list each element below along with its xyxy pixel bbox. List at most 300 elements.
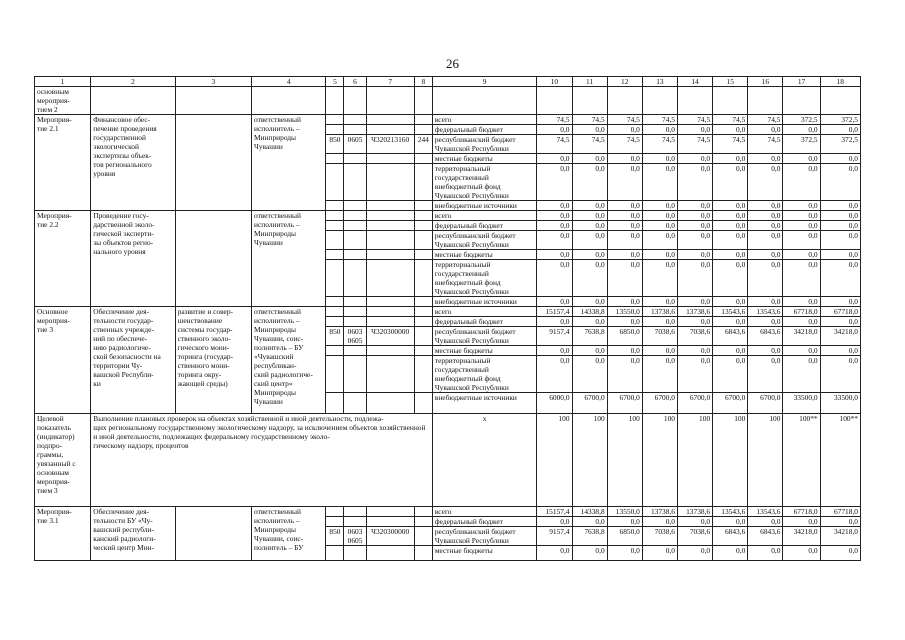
value-cell: 100 [677, 414, 712, 507]
empty-cell [326, 317, 344, 327]
value-cell: 0,0 [713, 221, 748, 231]
value-cell: 0,0 [607, 356, 642, 393]
value-cell: 0,0 [607, 231, 642, 250]
column-number: 12 [607, 77, 642, 87]
value-cell: 6700,0 [713, 393, 748, 414]
value-cell: 6843,6 [713, 527, 748, 546]
table-body [35, 77, 861, 561]
value-cell: 372,5 [820, 135, 860, 154]
value-cell: 74,5 [677, 135, 712, 154]
value-cell: 14338,8 [572, 307, 607, 317]
empty-cell [572, 87, 607, 115]
value-cell: 0,0 [572, 517, 607, 527]
value-cell: 0,0 [537, 297, 572, 307]
empty-cell [344, 393, 366, 414]
value-cell: 0,0 [783, 546, 820, 561]
empty-cell [783, 87, 820, 115]
value-cell: 74,5 [537, 115, 572, 125]
empty-cell [326, 507, 344, 517]
value-cell: 13543,6 [748, 507, 783, 517]
column-number: 10 [537, 77, 572, 87]
header-row [35, 77, 861, 87]
empty-cell [326, 87, 344, 115]
indicator-text: Выполнение плановых проверок на объектах хозяйственной и иной деятельности, подлежа- щих региональному государственному экологическому надзору, за исключением объектов хозяйственной и иной деятельности, подлежащих федеральному государственному эколо- гическому надзору, процентов [91, 414, 433, 507]
value-cell: 7038,6 [642, 527, 677, 546]
value-cell: 74,5 [748, 115, 783, 125]
table-row [35, 507, 861, 517]
event-goal: развитие и совер- шенствование системы государ- ственного эколо- гического мони- торинга (государ- ственного мони- торинга окру- жающей среды) [175, 307, 251, 414]
value-cell: 74,5 [713, 115, 748, 125]
empty-cell [677, 87, 712, 115]
value-cell: 0,0 [572, 260, 607, 297]
column-number: 14 [677, 77, 712, 87]
budget-code: 0603 0605 [344, 327, 366, 346]
value-cell: 0,0 [748, 201, 783, 211]
empty-cell [326, 307, 344, 317]
value-cell: 0,0 [820, 231, 860, 250]
empty-cell [366, 250, 414, 260]
value-cell: 74,5 [607, 115, 642, 125]
empty-cell [344, 507, 366, 517]
funding-source: федеральный бюджет [432, 317, 537, 327]
value-cell: 74,5 [642, 135, 677, 154]
event-name: Обеспечение дея- тельности БУ «Чу- вашский республи- канский радиологи- ческий центр Мин- [91, 507, 175, 561]
empty-cell [326, 297, 344, 307]
empty-cell [366, 221, 414, 231]
empty-cell [366, 356, 414, 393]
value-cell: 34218,0 [783, 527, 820, 546]
value-cell: 0,0 [642, 231, 677, 250]
value-cell: 13543,6 [748, 307, 783, 317]
value-cell: 15157,4 [537, 507, 572, 517]
intro-row [35, 87, 861, 115]
value-cell: 0,0 [572, 231, 607, 250]
funding-source: местные бюджеты [432, 250, 537, 260]
empty-cell [414, 221, 432, 231]
value-cell: 0,0 [537, 164, 572, 201]
budget-code: 0605 [344, 135, 366, 154]
empty-cell [366, 115, 414, 125]
value-cell: 0,0 [642, 250, 677, 260]
value-cell: 0,0 [537, 517, 572, 527]
funding-source: федеральный бюджет [432, 221, 537, 231]
value-cell: 33500,0 [783, 393, 820, 414]
value-cell: 0,0 [642, 211, 677, 221]
value-cell: 0,0 [713, 546, 748, 561]
table-row [35, 211, 861, 221]
value-cell: 13550,0 [607, 507, 642, 517]
funding-source: республиканский бюджет Чувашской Республики [432, 135, 537, 154]
value-cell: 0,0 [607, 154, 642, 164]
value-cell: 34218,0 [783, 327, 820, 346]
value-cell: 0,0 [783, 250, 820, 260]
value-cell: 0,0 [677, 250, 712, 260]
budget-code: 850 [326, 135, 344, 154]
table-row [35, 307, 861, 317]
value-cell: 6700,0 [572, 393, 607, 414]
value-cell: 67718,0 [820, 307, 860, 317]
value-cell: 0,0 [713, 517, 748, 527]
empty-cell [414, 356, 432, 393]
value-cell: 0,0 [783, 297, 820, 307]
value-cell: 0,0 [607, 221, 642, 231]
empty-cell [414, 507, 432, 517]
empty-cell [326, 517, 344, 527]
budget-code: Ч320300000 [366, 327, 414, 346]
value-cell: 0,0 [783, 231, 820, 250]
empty-cell [414, 307, 432, 317]
value-cell: 6843,6 [713, 327, 748, 346]
value-cell: 6850,0 [607, 527, 642, 546]
empty-cell [326, 393, 344, 414]
value-cell: 0,0 [677, 164, 712, 201]
value-cell: 0,0 [820, 211, 860, 221]
empty-cell [414, 297, 432, 307]
value-cell: 0,0 [820, 164, 860, 201]
empty-cell [414, 546, 432, 561]
budget-code [414, 327, 432, 346]
value-cell: 0,0 [748, 125, 783, 135]
empty-cell [414, 211, 432, 221]
value-cell: 100 [713, 414, 748, 507]
value-cell: 0,0 [748, 356, 783, 393]
budget-code: Ч320300000 [366, 527, 414, 546]
value-cell: 0,0 [820, 154, 860, 164]
value-cell: 6700,0 [642, 393, 677, 414]
empty-cell [366, 164, 414, 201]
value-cell: 13550,0 [607, 307, 642, 317]
value-cell: 7638,8 [572, 527, 607, 546]
value-cell: 0,0 [642, 546, 677, 561]
value-cell: 74,5 [607, 135, 642, 154]
empty-cell [344, 211, 366, 221]
value-cell: 6700,0 [677, 393, 712, 414]
value-cell: 372,5 [783, 135, 820, 154]
value-cell: 0,0 [537, 250, 572, 260]
empty-cell [414, 154, 432, 164]
value-cell: 0,0 [820, 517, 860, 527]
empty-cell [414, 250, 432, 260]
empty-cell [344, 346, 366, 356]
value-cell: 100 [607, 414, 642, 507]
value-cell: 0,0 [713, 260, 748, 297]
empty-cell [366, 297, 414, 307]
value-cell: 0,0 [748, 317, 783, 327]
empty-cell [366, 517, 414, 527]
empty-cell [344, 164, 366, 201]
value-cell: 0,0 [607, 164, 642, 201]
value-cell: 0,0 [537, 201, 572, 211]
value-cell: 0,0 [642, 221, 677, 231]
value-cell: 7638,8 [572, 327, 607, 346]
empty-cell [344, 307, 366, 317]
column-number: 5 [326, 77, 344, 87]
event-name: Обеспечение дея- тельности государ- ственных учрежде- ний по обеспече- нию радиологиче- ской безопасности на территории Чу- вашской Республи- ки [91, 307, 175, 414]
value-cell: 0,0 [677, 346, 712, 356]
value-cell: 0,0 [748, 250, 783, 260]
value-cell: 0,0 [642, 346, 677, 356]
empty-cell [414, 260, 432, 297]
value-cell: 0,0 [783, 211, 820, 221]
empty-cell [607, 87, 642, 115]
empty-cell [366, 231, 414, 250]
empty-cell [344, 201, 366, 211]
value-cell: 0,0 [642, 154, 677, 164]
budget-table [34, 76, 861, 561]
column-number: 11 [572, 77, 607, 87]
value-cell: 0,0 [748, 211, 783, 221]
value-cell: 6843,6 [748, 527, 783, 546]
value-cell: 74,5 [677, 115, 712, 125]
value-cell: 67718,0 [820, 507, 860, 517]
value-cell: 33500,0 [820, 393, 860, 414]
empty-cell [344, 125, 366, 135]
value-cell: 0,0 [677, 517, 712, 527]
empty-cell [366, 260, 414, 297]
executor: ответственный исполнитель – Минприроды Чувашии, соис- полнитель – БУ «Чувашский республикан- ский радиологиче- ский центр» Минприроды Чувашии [252, 307, 326, 414]
funding-source: республиканский бюджет Чувашской Республики [432, 527, 537, 546]
empty-cell [91, 87, 175, 115]
value-cell: 9157,4 [537, 327, 572, 346]
event-label: Мероприя- тие 3.1 [35, 507, 91, 561]
empty-cell [344, 231, 366, 250]
value-cell: 0,0 [820, 201, 860, 211]
value-cell: 0,0 [607, 201, 642, 211]
value-cell: 100** [820, 414, 860, 507]
value-cell: 0,0 [677, 231, 712, 250]
value-cell: 0,0 [537, 317, 572, 327]
value-cell: 0,0 [572, 356, 607, 393]
value-cell: 0,0 [537, 221, 572, 231]
value-cell: 6843,6 [748, 327, 783, 346]
funding-source: внебюджетные источники [432, 297, 537, 307]
funding-source: местные бюджеты [432, 546, 537, 561]
value-cell: 0,0 [607, 297, 642, 307]
funding-source: республиканский бюджет Чувашской Республики [432, 231, 537, 250]
column-number: 9 [432, 77, 537, 87]
value-cell: 0,0 [642, 125, 677, 135]
value-cell: 14338,8 [572, 507, 607, 517]
value-cell: 0,0 [713, 231, 748, 250]
value-cell: 74,5 [572, 135, 607, 154]
value-cell: 100 [572, 414, 607, 507]
value-cell: 0,0 [820, 221, 860, 231]
funding-source: территориальный государственный внебюджетный фонд Чувашской Республики [432, 356, 537, 393]
value-cell: 0,0 [748, 346, 783, 356]
empty-cell [414, 317, 432, 327]
value-cell: 0,0 [642, 517, 677, 527]
funding-source: территориальный государственный внебюджетный фонд Чувашской Республики [432, 164, 537, 201]
value-cell: 67718,0 [783, 307, 820, 317]
value-cell: 0,0 [783, 125, 820, 135]
column-number: 6 [344, 77, 366, 87]
empty-cell [366, 307, 414, 317]
event-goal [175, 507, 251, 561]
value-cell: 0,0 [713, 201, 748, 211]
empty-cell [326, 260, 344, 297]
value-cell: 0,0 [642, 356, 677, 393]
empty-cell [344, 317, 366, 327]
empty-cell [414, 393, 432, 414]
value-cell: 0,0 [820, 546, 860, 561]
funding-source: местные бюджеты [432, 154, 537, 164]
value-cell: 34218,0 [820, 327, 860, 346]
value-cell: 0,0 [820, 125, 860, 135]
value-cell: 0,0 [607, 260, 642, 297]
value-cell: 0,0 [572, 297, 607, 307]
event-label: Мероприя- тие 2.2 [35, 211, 91, 307]
empty-cell [326, 201, 344, 211]
value-cell: 13738,6 [677, 507, 712, 517]
empty-cell [326, 346, 344, 356]
column-number: 16 [748, 77, 783, 87]
value-cell: 34218,0 [820, 527, 860, 546]
empty-cell [326, 164, 344, 201]
funding-source: всего [432, 115, 537, 125]
funding-source: местные бюджеты [432, 346, 537, 356]
value-cell: 0,0 [748, 297, 783, 307]
column-number: 18 [820, 77, 860, 87]
funding-source: федеральный бюджет [432, 517, 537, 527]
empty-cell [344, 250, 366, 260]
empty-cell [344, 356, 366, 393]
value-cell: 0,0 [748, 154, 783, 164]
value-cell: 0,0 [537, 356, 572, 393]
value-cell: 100 [537, 414, 572, 507]
value-cell: 0,0 [820, 260, 860, 297]
funding-source: всего [432, 507, 537, 517]
event-goal [175, 211, 251, 307]
empty-cell [326, 125, 344, 135]
empty-cell [326, 115, 344, 125]
event-goal [175, 115, 251, 211]
empty-cell [344, 517, 366, 527]
value-cell: 0,0 [607, 317, 642, 327]
empty-cell [344, 221, 366, 231]
empty-cell [366, 507, 414, 517]
executor: ответственный исполнитель – Минприроды Чувашии, соис- полнитель – БУ [252, 507, 326, 561]
value-cell: 0,0 [537, 546, 572, 561]
executor: ответственный исполнитель – Минприроды Чувашии [252, 211, 326, 307]
column-number: 1 [35, 77, 91, 87]
value-cell: 0,0 [677, 154, 712, 164]
empty-cell [414, 125, 432, 135]
funding-source: внебюджетные источники [432, 393, 537, 414]
indicator-x: x [432, 414, 537, 507]
value-cell: 0,0 [783, 356, 820, 393]
value-cell: 0,0 [572, 164, 607, 201]
value-cell: 0,0 [783, 201, 820, 211]
value-cell: 0,0 [713, 125, 748, 135]
value-cell: 74,5 [748, 135, 783, 154]
value-cell: 0,0 [642, 317, 677, 327]
value-cell: 0,0 [677, 546, 712, 561]
value-cell: 67718,0 [783, 507, 820, 517]
empty-cell [366, 546, 414, 561]
value-cell: 13543,6 [713, 507, 748, 517]
empty-cell [326, 250, 344, 260]
funding-source: всего [432, 307, 537, 317]
value-cell: 0,0 [820, 250, 860, 260]
value-cell: 0,0 [783, 317, 820, 327]
empty-cell [344, 260, 366, 297]
empty-cell [326, 356, 344, 393]
event-label: Основное мероприя- тие 3 [35, 307, 91, 414]
budget-code [414, 527, 432, 546]
value-cell: 0,0 [748, 517, 783, 527]
value-cell: 0,0 [748, 231, 783, 250]
value-cell: 7038,6 [642, 327, 677, 346]
column-number: 3 [175, 77, 251, 87]
value-cell: 0,0 [783, 260, 820, 297]
value-cell: 0,0 [713, 346, 748, 356]
empty-cell [326, 231, 344, 250]
value-cell: 0,0 [537, 260, 572, 297]
value-cell: 6850,0 [607, 327, 642, 346]
value-cell: 0,0 [820, 356, 860, 393]
budget-code: 244 [414, 135, 432, 154]
event-label: Мероприя- тие 2.1 [35, 115, 91, 211]
empty-cell [414, 231, 432, 250]
funding-source: территориальный государственный внебюджетный фонд Чувашской Республики [432, 260, 537, 297]
value-cell: 0,0 [783, 221, 820, 231]
empty-cell [432, 87, 537, 115]
value-cell: 0,0 [677, 211, 712, 221]
empty-cell [414, 201, 432, 211]
empty-cell [326, 221, 344, 231]
value-cell: 0,0 [642, 164, 677, 201]
empty-cell [326, 546, 344, 561]
value-cell: 0,0 [748, 546, 783, 561]
value-cell: 0,0 [713, 250, 748, 260]
value-cell: 0,0 [748, 164, 783, 201]
value-cell: 0,0 [677, 221, 712, 231]
funding-source: внебюджетные источники [432, 201, 537, 211]
column-number: 2 [91, 77, 175, 87]
empty-cell [366, 125, 414, 135]
value-cell: 0,0 [572, 250, 607, 260]
value-cell: 372,5 [820, 115, 860, 125]
value-cell: 6700,0 [607, 393, 642, 414]
value-cell: 0,0 [677, 260, 712, 297]
value-cell: 13738,6 [642, 307, 677, 317]
value-cell: 0,0 [748, 221, 783, 231]
event-name: Проведение госу- дарственной эколо- гической эксперти- зы объектов регио- нального уровня [91, 211, 175, 307]
value-cell: 0,0 [783, 517, 820, 527]
empty-cell [642, 87, 677, 115]
value-cell: 0,0 [677, 125, 712, 135]
empty-cell [344, 546, 366, 561]
executor: ответственный исполнитель – Минприроды Чувашии [252, 115, 326, 211]
value-cell: 74,5 [572, 115, 607, 125]
empty-cell [414, 87, 432, 115]
value-cell: 0,0 [607, 125, 642, 135]
value-cell: 74,5 [642, 115, 677, 125]
value-cell: 0,0 [607, 346, 642, 356]
funding-source: всего [432, 211, 537, 221]
value-cell: 100** [783, 414, 820, 507]
empty-cell [344, 115, 366, 125]
value-cell: 0,0 [783, 164, 820, 201]
empty-cell [366, 87, 414, 115]
value-cell: 15157,4 [537, 307, 572, 317]
budget-code: 850 [326, 527, 344, 546]
event-label: основным мероприя- тием 2 [35, 87, 91, 115]
value-cell: 0,0 [820, 346, 860, 356]
value-cell: 7038,6 [677, 527, 712, 546]
value-cell: 0,0 [713, 356, 748, 393]
value-cell: 0,0 [572, 221, 607, 231]
